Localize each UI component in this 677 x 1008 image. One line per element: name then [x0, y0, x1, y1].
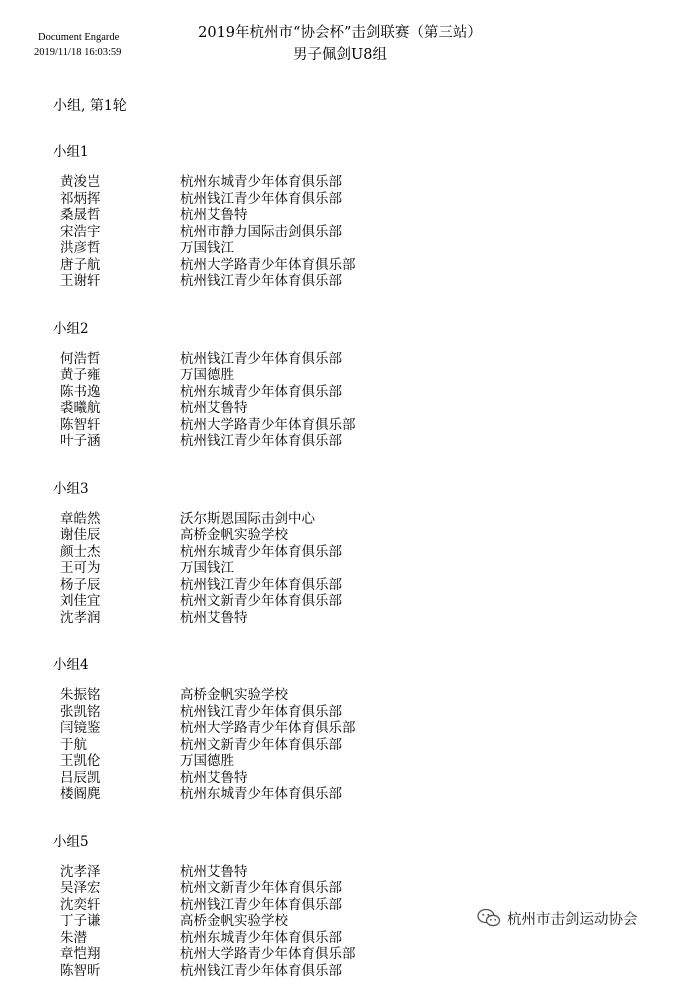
fencer-club: 杭州大学路青少年体育俱乐部 [180, 946, 356, 962]
fencer-name: 吴泽宏 [60, 880, 101, 896]
fencer-club: 杭州东城青少年体育俱乐部 [180, 786, 342, 802]
fencer-name: 王可为 [60, 560, 101, 576]
page-subtitle: 男子佩剑U8组 [293, 47, 387, 63]
fencer-club: 杭州东城青少年体育俱乐部 [180, 929, 342, 946]
page-title: 2019年杭州市“协会杯”击剑联赛（第三站） [198, 25, 482, 41]
fencer-name: 沈孝泽 [60, 863, 101, 880]
watermark-text: 杭州市击剑运动协会 [507, 911, 638, 928]
fencer-club: 杭州东城青少年体育俱乐部 [180, 383, 342, 400]
fencer-club: 高桥金帆实验学校 [180, 687, 288, 703]
fencer-name: 唐子航 [60, 256, 101, 273]
print-timestamp: 2019/11/18 16:03:59 [34, 47, 122, 58]
fencer-name: 谢佳辰 [60, 527, 101, 543]
pool-group [0, 319, 677, 450]
fencer-row [0, 240, 677, 257]
document-meta [34, 30, 144, 60]
fencer-club: 杭州东城青少年体育俱乐部 [180, 174, 342, 190]
fencer-name: 楼阍麂 [60, 786, 101, 802]
fencer-name: 章皓然 [60, 510, 101, 527]
group-title: 小组1 [53, 144, 89, 160]
fencer-row [0, 511, 677, 528]
fencer-name: 陈书逸 [60, 383, 101, 400]
fencer-name: 颜士杰 [60, 543, 101, 560]
fencer-row [0, 560, 677, 577]
fencer-row [0, 433, 677, 450]
fencer-list [0, 174, 677, 290]
fencer-name: 叶子涵 [60, 433, 101, 449]
fencer-name: 黄浚岂 [60, 174, 101, 190]
fencer-club: 杭州钱江青少年体育俱乐部 [180, 190, 342, 207]
round-heading: 小组, 第1轮 [53, 98, 127, 114]
fencer-list [0, 351, 677, 450]
fencer-row [0, 687, 677, 704]
fencer-row [0, 963, 677, 980]
fencer-club: 杭州文新青少年体育俱乐部 [180, 593, 342, 609]
fencer-row [0, 864, 677, 881]
watermark [477, 905, 638, 931]
group-title: 小组3 [53, 480, 89, 497]
fencer-row [0, 257, 677, 274]
fencer-club: 杭州大学路青少年体育俱乐部 [180, 256, 356, 273]
fencer-name: 王凯伦 [60, 753, 101, 769]
pool-group [0, 142, 677, 290]
fencer-row [0, 527, 677, 544]
fencer-name: 裘曦航 [60, 400, 101, 416]
fencer-club: 杭州钱江青少年体育俱乐部 [180, 703, 342, 720]
fencer-row [0, 400, 677, 417]
fencer-row [0, 737, 677, 754]
fencer-row [0, 417, 677, 434]
fencer-name: 吕辰凯 [60, 769, 101, 786]
fencer-name: 宋浩宇 [60, 223, 101, 240]
fencer-club: 杭州大学路青少年体育俱乐部 [180, 720, 356, 736]
fencer-row [0, 946, 677, 963]
pool-group [0, 479, 677, 627]
group-title: 小组2 [53, 320, 89, 337]
fencer-club: 杭州文新青少年体育俱乐部 [180, 736, 342, 753]
fencer-row [0, 753, 677, 770]
fencer-name: 黄子雍 [60, 367, 101, 383]
fencer-club: 杭州大学路青少年体育俱乐部 [180, 416, 356, 433]
fencer-club: 杭州艾鲁特 [180, 400, 248, 416]
fencer-name: 沈孝润 [60, 609, 101, 626]
fencer-club: 杭州钱江青少年体育俱乐部 [180, 896, 342, 913]
fencer-row [0, 880, 677, 897]
fencer-row [0, 770, 677, 787]
fencer-name: 陈智轩 [60, 416, 101, 433]
fencer-name: 张凯铭 [60, 703, 101, 720]
fencer-name: 沈奕轩 [60, 896, 101, 913]
fencer-row [0, 351, 677, 368]
fencer-club: 杭州艾鲁特 [180, 863, 248, 880]
fencer-row [0, 174, 677, 191]
fencer-row [0, 207, 677, 224]
fencer-row [0, 610, 677, 627]
fencer-club: 杭州市静力国际击剑俱乐部 [180, 223, 342, 240]
fencer-name: 陈智昕 [60, 962, 101, 979]
fencer-club: 杭州钱江青少年体育俱乐部 [180, 433, 342, 449]
fencer-row [0, 384, 677, 401]
fencer-row [0, 367, 677, 384]
fencer-name: 杨子辰 [60, 576, 101, 593]
fencer-row [0, 930, 677, 947]
fencer-name: 闫镜鉴 [60, 720, 101, 736]
fencer-row [0, 273, 677, 290]
fencer-club: 万国钱江 [180, 560, 234, 576]
fencer-name: 丁子谦 [60, 913, 101, 929]
wechat-icon [477, 908, 501, 928]
fencer-club: 杭州钱江青少年体育俱乐部 [180, 350, 342, 367]
title-block [190, 22, 490, 66]
fencer-club: 高桥金帆实验学校 [180, 527, 288, 543]
group-title: 小组4 [53, 657, 89, 673]
fencer-club: 杭州钱江青少年体育俱乐部 [180, 962, 342, 979]
fencer-row [0, 577, 677, 594]
fencer-name: 章恺翔 [60, 946, 101, 962]
fencer-club: 杭州东城青少年体育俱乐部 [180, 543, 342, 560]
fencer-club: 沃尔斯恩国际击剑中心 [180, 510, 315, 527]
fencer-row [0, 704, 677, 721]
fencer-club: 万国钱江 [180, 240, 234, 256]
fencer-row [0, 544, 677, 561]
fencer-list [0, 687, 677, 803]
fencer-club: 万国德胜 [180, 367, 234, 383]
fencer-name: 洪彦哲 [60, 240, 101, 256]
fencer-row [0, 224, 677, 241]
fencer-club: 杭州艾鲁特 [180, 609, 248, 626]
fencer-name: 王谢轩 [60, 273, 101, 289]
fencer-club: 杭州钱江青少年体育俱乐部 [180, 273, 342, 289]
fencer-name: 祁炳挥 [60, 190, 101, 207]
fencer-club: 杭州钱江青少年体育俱乐部 [180, 576, 342, 593]
software-name: Document Engarde [38, 32, 120, 43]
fencer-name: 何浩哲 [60, 350, 101, 367]
pool-group [0, 655, 677, 803]
fencer-list [0, 511, 677, 627]
fencer-row [0, 593, 677, 610]
fencer-club: 高桥金帆实验学校 [180, 913, 288, 929]
fencer-name: 朱潜 [60, 929, 87, 946]
fencer-name: 朱振铭 [60, 687, 101, 703]
fencer-name: 刘佳宜 [60, 593, 101, 609]
group-title: 小组5 [53, 833, 89, 850]
pool-groups [0, 142, 677, 1008]
fencer-name: 于航 [60, 736, 87, 753]
fencer-name: 桑晟哲 [60, 207, 101, 223]
fencer-club: 万国德胜 [180, 753, 234, 769]
fencer-club: 杭州艾鲁特 [180, 769, 248, 786]
fencer-club: 杭州艾鲁特 [180, 207, 248, 223]
fencer-club: 杭州文新青少年体育俱乐部 [180, 880, 342, 896]
fencer-row [0, 786, 677, 803]
fencer-row [0, 191, 677, 208]
fencer-row [0, 720, 677, 737]
